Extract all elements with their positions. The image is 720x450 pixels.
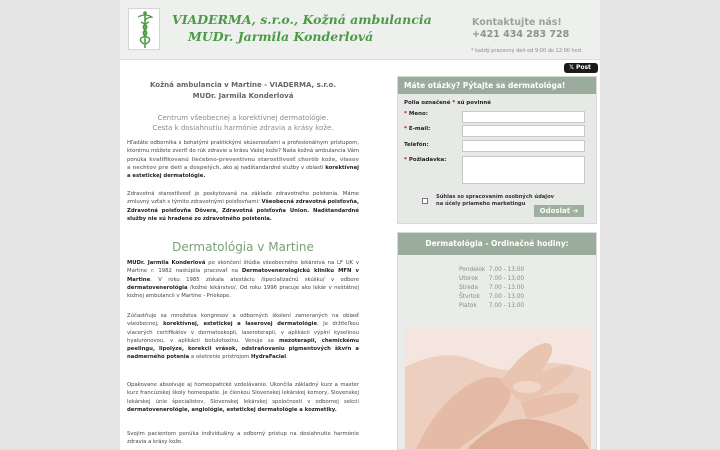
hours-row: Štvrtok 7.00 - 13.00 bbox=[459, 294, 525, 300]
slogan-line2: Cesta k dosiahnutiu harmónie zdravia a krásy kože. bbox=[152, 124, 334, 132]
office-hours bbox=[397, 232, 597, 450]
hours-row: Streda 7.00 - 13.00 bbox=[459, 285, 525, 291]
question-form bbox=[397, 76, 597, 224]
slogan-line1: Centrum všeobecnej a korektívnej dermatológie. bbox=[157, 114, 329, 122]
hours-row: Pondelok 7.00 - 13.00 bbox=[459, 267, 525, 273]
request-label: * Požiadavka: bbox=[404, 157, 447, 163]
intro-paragraph: Hľadáte odborníka s bohatými praktickými skúsenosťami a profesionálnym prístupom, ktorému môžete zveriť do rúk zdravie a krásu Vašej kože? Naša kožná ambulancia Vám ponúka kvalifikovanú liečebno-preventívnu starostlivosť chorôb kože, vlasov a nechtov pre deti a dospelých, ako aj nadštandardné služby v oblasti korektívnej a estetickej dermatológie. bbox=[127, 140, 359, 180]
hands-photo bbox=[405, 327, 591, 450]
hours-row: Utorok 7.00 - 13.00 bbox=[459, 276, 525, 282]
hours-title: Dermatológia - Ordinačné hodiny: bbox=[398, 233, 596, 255]
closing-paragraph: Svojim pacientom ponúka individuálny a odborný prístup na dosiahnutie harmónie zdravia a krásy kože. bbox=[127, 431, 359, 446]
site-subtitle[interactable]: MUDr. Jarmila Konderlová bbox=[188, 29, 374, 44]
contact-phone[interactable]: +421 434 283 728 bbox=[472, 29, 570, 40]
doctor-paragraph: MUDr. Jarmila Konderlová po skončení štúdia všeobecného lekárstva na LF UK v Martine r. 1982 nastúpila pracovať na Dermatovenerologickú kliniku MFN v Martine. V roku 1985 získala atestáciu /špecializačnú skúšku/ v odbore dermatovenerológia /kožné lekárstvo/. Od roku 1996 pracuje ako lekár v neštátnej kožnej ambulancii v Martine - Priekope. bbox=[127, 260, 359, 300]
phone-field[interactable] bbox=[462, 140, 585, 152]
form-title: Máte otázky? Pýtajte sa dermatológa! bbox=[398, 77, 596, 94]
contact-heading: Kontaktujte nás! bbox=[472, 17, 562, 28]
insurance-paragraph: Zdravotná starostlivosť je poskytovaná na základe zdravotného poistenia. Máme zmluvný vzťah s týmito zdravotnými poisťovňami: Všeobecná zdravotná poisťovňa, Zdravotná poisťovňa Dôvera, Zdravotná poisťovňa Union. Nadštandardné služby nie sú hradené zo zdravotného poistenia. bbox=[127, 191, 360, 222]
page bbox=[120, 0, 600, 450]
required-note: Polia označené * sú povinné bbox=[404, 100, 492, 106]
contact-hours-note: * každý pracovný deň od 9:00 do 12:00 hod. bbox=[471, 48, 583, 54]
tweet-label: Post bbox=[575, 64, 591, 71]
email-label: * E-mail: bbox=[404, 126, 431, 132]
page-title-line1: Kožná ambulancia v Martine - VIADERMA, s.r.o. bbox=[150, 81, 336, 89]
consent-checkbox[interactable] bbox=[422, 198, 428, 204]
x-icon: 𝕏 bbox=[569, 64, 574, 71]
name-label: * Meno: bbox=[404, 111, 428, 117]
phone-label: Telefón: bbox=[404, 142, 429, 148]
hours-list bbox=[459, 266, 524, 311]
request-textarea[interactable] bbox=[462, 156, 585, 184]
training-paragraph: Zúčastňuje sa množstva kongresov a odborných školení zameraných na oblasť všeobecnej, korektívnej, estetickej a laserovej dermatológie. Je držiteľkou viacerých certifikátov v dermatoskopii, laseroterapii, v aplikácii výplní kyselinou hyalurónovou, v aplikácii botulotoxínu. Venuje sa mezoterapii, chemickému peelingu, lipolýze, korekcii vrások, odstraňovaniu pigmentových škvŕn a nadmerného potenia a ošetrenie prístrojom HydraFacial. bbox=[127, 313, 359, 361]
section-title: Dermatológia v Martine bbox=[172, 240, 314, 254]
insurance-list: Všeobecná zdravotná poisťovňa, Zdravotná poisťovňa Dôvera, Zdravotná poisťovňa Union. Nadštandardné služby nie sú hradené zo zdravotného poistenia. bbox=[127, 199, 360, 222]
slogan bbox=[127, 113, 359, 133]
membership-paragraph: Opakovane absolvuje aj homeopatické vzdelávanie. Ukončila základný kurz a master kurz francúzskej školy homeopatie. Je členkou Slovenskej lekárskej komory, Slovenskej lekárskej únie špecialistov, Slovenskej lekárskej spoločnosti v odbornej sekcii dermatovenerológie, angiológie, estetickej dermatológie a kozmetiky. bbox=[127, 382, 359, 413]
page-title-line2: MUDr. Jarmila Konderlová bbox=[192, 92, 294, 100]
email-field[interactable] bbox=[462, 125, 585, 137]
send-button[interactable] bbox=[534, 205, 584, 217]
page-title bbox=[127, 80, 359, 102]
consent-label: Súhlas so spracovaním osobných údajov na účely priameho marketingu bbox=[436, 194, 555, 207]
caduceus-logo[interactable] bbox=[128, 8, 160, 50]
tweet-button[interactable] bbox=[564, 63, 598, 73]
services-highlight: kvalifikovanú liečebno-preventívnu starostlivosť chorôb kože, vlasov a nechtov pre deti a dospelých bbox=[127, 156, 359, 171]
arrow-right-icon: ➔ bbox=[572, 207, 579, 215]
send-label: Odoslať bbox=[539, 207, 571, 215]
hours-row: Piatok 7.00 - 13.00 bbox=[459, 303, 525, 309]
site-header bbox=[120, 0, 600, 60]
site-title[interactable]: VIADERMA, s.r.o., Kožná ambulancia bbox=[172, 12, 432, 27]
name-field[interactable] bbox=[462, 111, 585, 123]
